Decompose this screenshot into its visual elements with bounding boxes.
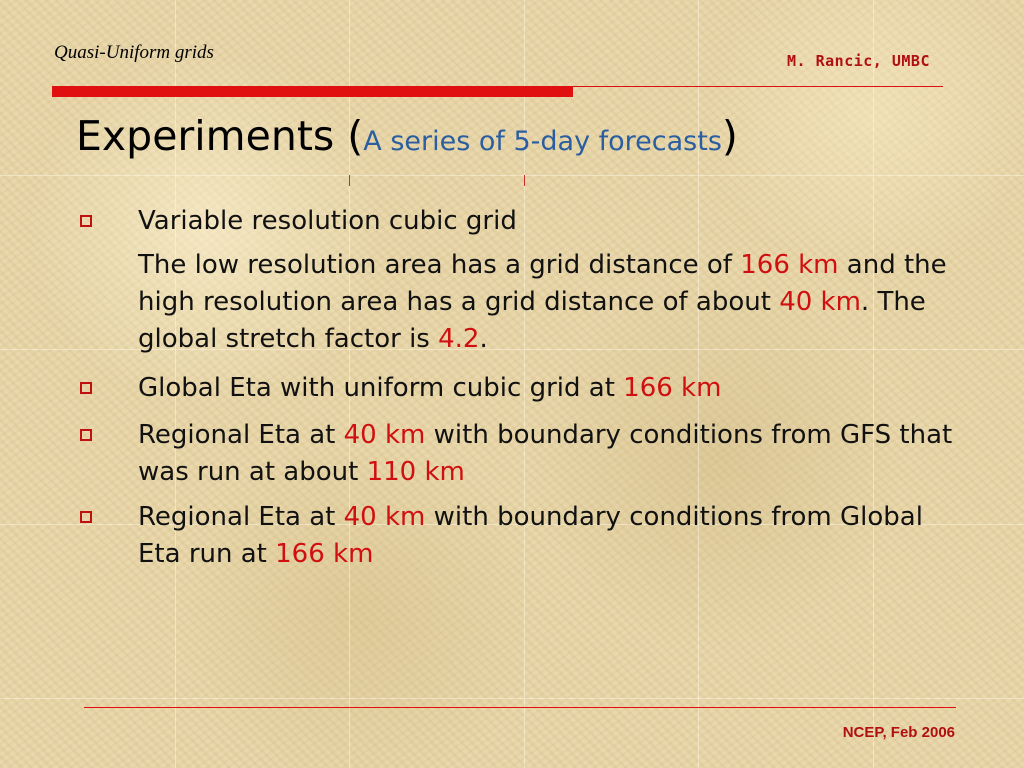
bullet-segment: Regional Eta at (138, 502, 344, 532)
title-tick (349, 175, 350, 186)
footer-text: NCEP, Feb 2006 (842, 724, 955, 741)
paragraph-text: . The global stretch factor is (138, 287, 926, 354)
square-bullet-icon (80, 382, 92, 394)
header-author: M. Rancic, UMBC (787, 52, 930, 70)
bullet-item (78, 203, 958, 358)
bullet-segment: Global Eta with uniform cubic grid at (138, 373, 624, 403)
title-main: Experiments ( (76, 112, 364, 160)
footer-rule (84, 707, 956, 708)
bullet-list (78, 203, 958, 573)
bullet-item (78, 499, 958, 573)
title-subtitle: A series of 5-day forecasts (363, 126, 722, 157)
bullet-text (138, 417, 958, 491)
paragraph-text: . (479, 324, 488, 354)
header-rule-thin (573, 86, 943, 87)
highlight-value: 40 km (343, 502, 426, 532)
highlight-value: 166 km (740, 250, 839, 280)
paragraph-text: and the high resolution area has a grid distance of about (138, 250, 947, 317)
square-bullet-icon (80, 215, 92, 227)
highlight-value: 110 km (366, 457, 465, 487)
highlight-value: 40 km (343, 420, 426, 450)
bullet-text (138, 499, 958, 573)
bullet-paragraph (138, 247, 958, 358)
paragraph-text: The low resolution area has a grid distance of (138, 250, 741, 280)
title-tick (524, 175, 525, 186)
bullet-segment: with boundary conditions from Global Eta run at (138, 502, 923, 569)
highlight-value: 4.2 (438, 324, 480, 354)
title-close: ) (721, 112, 738, 160)
bullet-item (78, 417, 958, 491)
texture-seam (0, 698, 1024, 699)
highlight-value: 166 km (623, 373, 722, 403)
bullet-item (78, 370, 958, 407)
square-bullet-icon (80, 429, 92, 441)
bullet-text: Variable resolution cubic grid (138, 206, 517, 236)
bullet-text (138, 370, 958, 407)
highlight-value: 40 km (779, 287, 861, 317)
texture-seam (0, 175, 1024, 176)
square-bullet-icon (80, 511, 92, 523)
bullet-segment: with boundary conditions from GFS that was run at about (138, 420, 953, 487)
highlight-value: 166 km (275, 539, 374, 569)
slide-title (76, 112, 738, 160)
bullet-segment: Regional Eta at (138, 420, 344, 450)
header-topic: Quasi-Uniform grids (54, 42, 214, 63)
header-rule-thick (52, 86, 573, 97)
